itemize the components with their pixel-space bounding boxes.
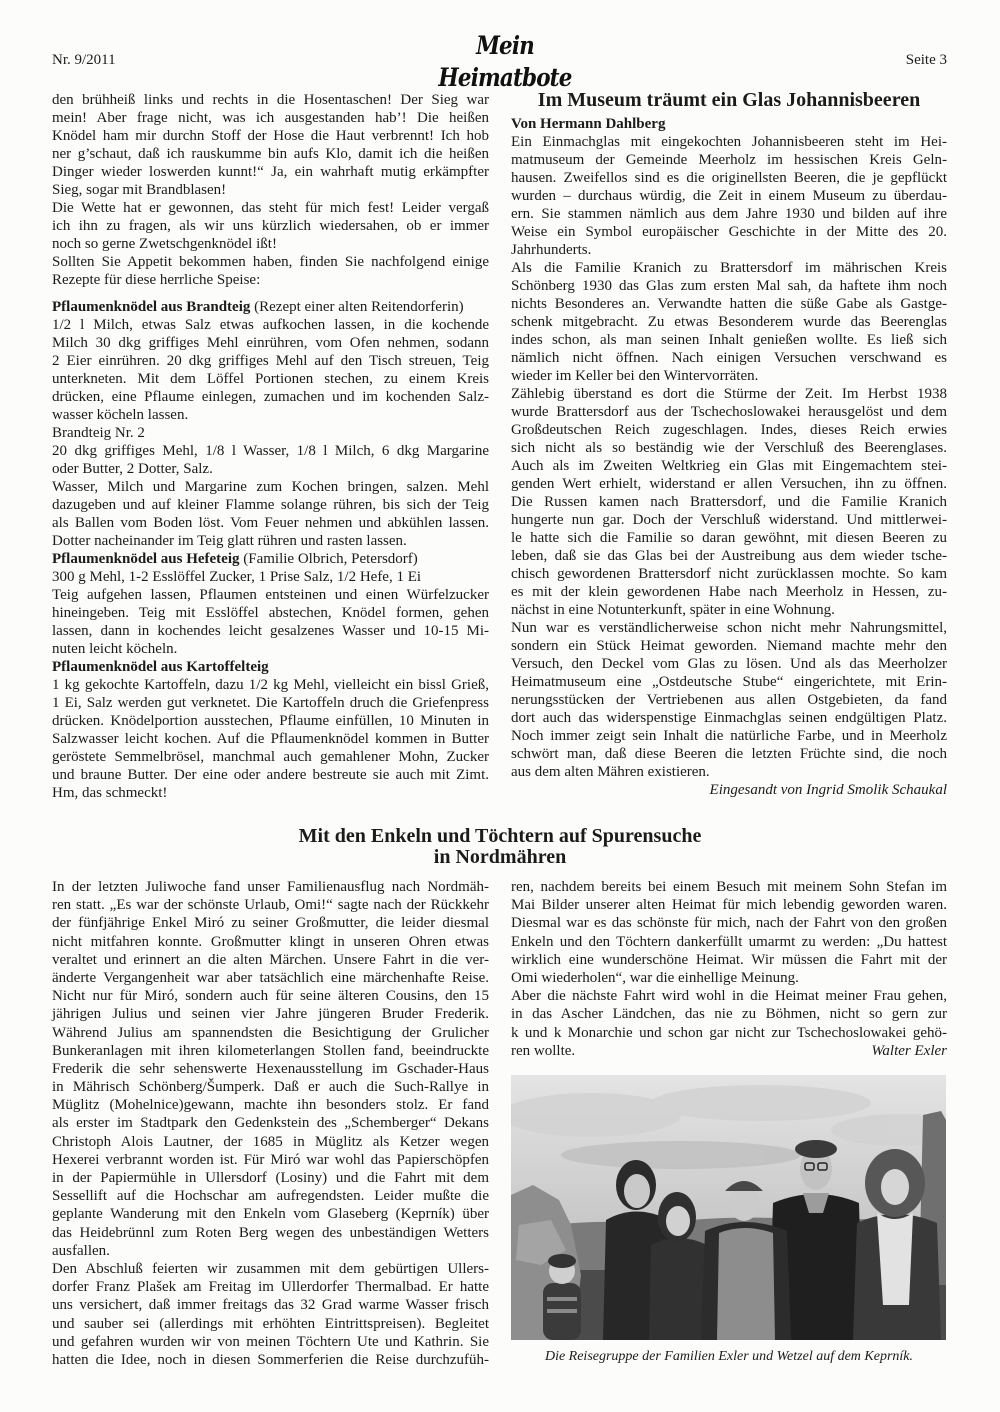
- text-line: hatten die Idee, noch in diesen Sommerferien die Reise durchzufüh-: [52, 1351, 489, 1368]
- text-line: hineingeben. Teig mit Esslöffel abstechen, Knödel formen, gehen: [52, 605, 489, 621]
- text-line: leben, daß sie das Glas bei der Austreibung aus dem wieder tsche-: [511, 548, 947, 564]
- text-line-content: ren wollte.: [511, 1042, 576, 1059]
- text-line: Dinger wieder loswerden kunnt!“ Ja, ein wahrhaft mutig erkämpfter: [52, 164, 489, 180]
- text-line: Wasser, Milch und Margarine zum Kochen bringen, salzen. Mehl: [52, 479, 489, 495]
- text-line: nichts Besonderes an. Verwandte hatten die süße Gabe als Gastge-: [511, 296, 947, 312]
- text-line: Salzwasser leicht kochen. Auf die Pflaumenknödel kommen in Butter: [52, 731, 489, 747]
- text-line: in das Ascher Ländchen, das nie zu Böhmen, nicht so gern zur: [511, 1006, 947, 1023]
- text-line: wieder im Keller bei den Wintervorräten.: [511, 368, 759, 384]
- text-line: Noch immer zeigt sein Inhalt die natürliche Farbe, und in Meerholz: [511, 728, 947, 744]
- text-line: drücken, eine Pflaume einlegen, zumachen und im kochenden Salz-: [52, 389, 489, 405]
- trip-left-column: [52, 878, 489, 1369]
- text-line: Müglitz (Mohelnice)gewann, machte ihn besonders stolz. Er fand: [52, 1097, 489, 1114]
- text-line: sondern ein Stück Heimat geworden. Niemand machte mehr den: [511, 638, 947, 654]
- text-line: matmuseum der Gemeinde Meerholz im hessischen Kreis Geln-: [511, 152, 947, 168]
- text-line: ich ihn zu fragen, als wir uns kürzlich wiedersahen, ob er immer: [52, 218, 489, 234]
- text-line: nerungsstücken der Vertriebenen aus allen Ostgebieten, da fand: [511, 692, 947, 708]
- text-line: jährigen Julius und seinen vier Jahre jüngeren Bruder Frederik.: [52, 1006, 489, 1023]
- text-line: Weise ein Symbol europäischer Geschichte in der Mitte des 20.: [511, 224, 947, 240]
- text-line: 1 kg gekochte Kartoffeln, dazu 1/2 kg Mehl, vielleicht ein bissl Grieß,: [52, 677, 489, 693]
- text-line: k und k Monarchie und schon gar nicht zur Tschechoslowakei gehö-: [511, 1024, 947, 1041]
- text-line: Auch als im Zweiten Weltkrieg ein Glas mit Eingemachtem stei-: [511, 458, 947, 474]
- paragraph: [52, 424, 489, 442]
- text-line: ren, nachdem bereits bei einem Besuch mit meinem Sohn Stefan im: [511, 879, 947, 895]
- text-line: Jahrhunderts.: [511, 242, 592, 258]
- text-line: Den Abschluß feierten wir zusammen mit dem gebürtigen Ullers-: [52, 1260, 489, 1277]
- text-line: Frederik die sehr sehenswerte Hexenausstellung im Gschader-Haus: [52, 1060, 489, 1077]
- paragraph: [511, 385, 947, 619]
- text-line: wasser köcheln lassen.: [52, 407, 189, 423]
- paragraph: [511, 878, 947, 987]
- text-line: in Mährisch Schönberg/Šumperk. Daß er auch die Such-Rallye in: [52, 1079, 489, 1096]
- text-line: [52, 550, 489, 568]
- text-line: es mit der klein gewordenen Habe nach Meerholz in Hessen, zu-: [511, 584, 947, 600]
- paragraph: [52, 199, 489, 253]
- text-line: Enkeln und den Töchtern dankerfüllt umarmt zu werden: „Du hattest: [511, 933, 947, 950]
- text-line: in der Papiermühle in Ullersdorf (Losiny) und die Fahrt mit dem: [52, 1170, 489, 1186]
- paragraph: [511, 987, 947, 1060]
- recipe-source: (Rezept einer alten Reitendorferin): [254, 299, 464, 315]
- text-line: Hm, das schmeckt!: [52, 785, 168, 801]
- text-line: schwört man, daß diese Beeren die letzten Früchte sind, die noch: [511, 746, 947, 762]
- issue-number: Nr. 9/2011: [52, 52, 116, 68]
- text-line: Die Russen kamen nach Brattersdorf, und die Familie Kranich: [511, 494, 947, 510]
- text-line: Aber die nächste Fahrt wird wohl in die Heimat meiner Frau gehen,: [511, 988, 947, 1005]
- text-line: Heimatmuseum eine „Ostdeutsche Stube“ eingerichtete, mit Erin-: [511, 674, 947, 690]
- text-line: Diesmal war es das schönste für mich, nach der Fahrt von den großen: [511, 915, 947, 932]
- trip-title-line: in Nordmähren: [433, 846, 567, 868]
- text-line: Knödel ham mir durchn Stoff der Hose die Haut verbrennt! Ich hob: [52, 128, 489, 144]
- text-line: Während Julius am spannendsten die Besichtigung der Grulicher: [52, 1024, 489, 1041]
- recipes-column: [52, 91, 489, 802]
- text-line: Schönberg 1930 das Glas zum ersten Mal sah, da haftete ihm noch: [511, 278, 947, 294]
- text-line: nuten leicht köcheln.: [52, 641, 178, 657]
- recipe-heading: Pflaumenknödel aus Brandteig: [52, 299, 251, 315]
- paragraph: [52, 478, 489, 550]
- text-line: [511, 1042, 947, 1060]
- text-line: Als die Familie Kranich zu Brattersdorf im mährischen Kreis: [511, 260, 947, 276]
- text-line: nicht mitfahren konnte. Großmutter klingt in unseren Ohren etwas: [52, 933, 489, 950]
- trip-right-column: [511, 878, 947, 1060]
- paragraph: [52, 676, 489, 802]
- text-line: uns versichert, daß immer freitags das 32 Grad warme Wasser frisch: [52, 1297, 489, 1314]
- text-line: ausfallen.: [52, 1242, 110, 1259]
- text-line: wurden – durchaus würdig, die Zeit in einem Museum zu überdau-: [511, 188, 947, 204]
- text-line: veraltet und erinnert an die alten Märchen. Unsere Fahrt in die ver-: [52, 951, 489, 968]
- paragraph: [511, 259, 947, 385]
- text-line: drücken. Knödelportion ausstechen, Pflaume einfüllen, 10 Minuten in: [52, 713, 489, 729]
- group-photo-image: [511, 1075, 946, 1340]
- text-line: Nun war es verständlicherweise schon nicht mehr Nahrungsmittel,: [511, 620, 947, 636]
- text-line: der fünfjährige Enkel Miró zu seiner Großmutter, die leider diesmal: [52, 915, 489, 932]
- text-line: Die Wette hat er gewonnen, das steht für mich fest! Leider vergaß: [52, 200, 489, 216]
- masthead-logo: Mein Heimatbote: [438, 31, 572, 92]
- text-line: hungerte nun gar. Doch der Verschluß widerstand. Und mittlerwei-: [511, 512, 947, 528]
- text-line: das Heidebrünnl zum Roten Berg wegen des unbeständigen Wetters: [52, 1224, 489, 1241]
- text-line: Milch 30 dkg griffiges Mehl einrühren, vom Ofen nehmen, sodann: [52, 335, 489, 351]
- text-line: änderte Vergangenheit war aber tatsächlich eine märchenhafte Reise.: [52, 969, 489, 986]
- text-line: als Ballen vom Boden löst. Vom Feuer nehmen und abkühlen lassen.: [52, 515, 489, 531]
- text-line: Dotter nacheinander im Teig glatt rühren und rasten lassen.: [52, 533, 407, 549]
- text-line: 1/2 l Milch, etwas Salz etwas aufkochen lassen, in die kochende: [52, 317, 489, 333]
- paragraph: [511, 133, 947, 259]
- text-line: Nicht nur für Miró, sondern auch für seine älteren Cousins, den 15: [52, 988, 489, 1005]
- text-line: ern. Sie stammen nämlich aus dem Jahre 1930 und bilden auf ihre: [511, 206, 947, 222]
- paragraph: [511, 619, 947, 781]
- text-line: und braune Butter. Der eine oder andere bestreute sie auch mit Zimt.: [52, 767, 489, 783]
- text-line: hausen. Zweifellos sind es die originellsten Beeren, die je gepflückt: [511, 170, 947, 186]
- text-line: 2 Eier einrühren. 20 dkg griffiges Mehl auf den Tisch streuen, Teig: [52, 353, 489, 369]
- text-line: wirklich eine wunderschöne Heimat. Wir müssen die Fahrt mit der: [511, 951, 947, 968]
- text-line: lassen, dann in kochendes leicht gesalzenes Wasser und 10-15 Mi-: [52, 623, 489, 639]
- text-line: Sollten Sie Appetit bekommen haben, finden Sie nachfolgend einige: [52, 254, 489, 270]
- text-line: mein! Aber frage nicht, was ich ausgestanden hab’! Die heißen: [52, 110, 489, 126]
- text-line: ner g’schaut, daß ich rauskumme bin aufs Klo, damit ich die heißen: [52, 146, 489, 162]
- text-line: oder Butter, 2 Dotter, Salz.: [52, 461, 213, 477]
- museum-article-author: Von Hermann Dahlberg: [511, 116, 666, 132]
- text-line: noch so gerne Zwetschgenknödel ißt!: [52, 236, 277, 252]
- group-photo: [511, 1075, 946, 1340]
- page-number: Seite 3: [905, 52, 947, 68]
- text-line: nämlich nicht öffnen. Nach einigen Versuchen verschwand es: [511, 350, 947, 366]
- text-line: 300 g Mehl, 1-2 Esslöffel Zucker, 1 Prise Salz, 1/2 Hefe, 1 Ei: [52, 569, 422, 585]
- text-line: den brühheiß links und rechts in die Hosentaschen! Der Sieg war: [52, 92, 489, 108]
- text-line: 1 Ei, Salz werden gut verknetet. Die Kartoffeln druch die Griefenpress: [52, 695, 489, 711]
- text-line: geröstete Semmelbrösel, manchmal auch gemahlener Mohn, Zucker: [52, 749, 489, 765]
- text-line: und sauber sei (allerdings mit erhöhten Eintrittspreisen). Begleitet: [52, 1315, 489, 1332]
- text-line: Rezepte für diese herrliche Speise:: [52, 272, 261, 288]
- paragraph: [52, 1260, 489, 1369]
- text-line: sich nicht als so beständig wie der Verschluß des Beerenglases.: [511, 440, 947, 456]
- text-line: genden Wert erhielt, widerstand er allen Versuchen, ihn zu öffnen.: [511, 476, 947, 492]
- recipe-heading: Pflaumenknödel aus Hefeteig: [52, 551, 240, 567]
- text-line: Ein Einmachglas mit eingekochten Johannisbeeren steht im Hei-: [511, 134, 947, 150]
- text-line: indes schon, als man seinen Inhalt genießen wollte. Es ließ sich: [511, 332, 947, 348]
- trip-title-line: Mit den Enkeln und Töchtern auf Spurensuche: [298, 825, 702, 847]
- photo-caption: Die Reisegruppe der Familien Exler und Wetzel auf dem Keprník.: [544, 1349, 914, 1364]
- text-line: geplante Wanderung mit den Enkeln vom Glaseberg (Keprník) über: [52, 1206, 489, 1223]
- text-line: Omi wiederholen“, war die einhellige Meinung.: [511, 969, 799, 986]
- paragraph: [52, 568, 489, 586]
- museum-signature: Eingesandt von Ingrid Smolik Schaukal: [709, 782, 947, 798]
- text-line: Mai Bilder unserer alten Heimat für mich lebendig geworden waren.: [511, 897, 947, 914]
- text-line: Versuch, den Deckel vom Glas zu lösen. Und als das Meerholzer: [511, 656, 947, 672]
- paragraph: [52, 316, 489, 424]
- text-line: [52, 658, 489, 676]
- museum-article-title: Im Museum träumt ein Glas Johannisbeeren: [537, 89, 921, 111]
- text-line: als erster im Stadtpark den Gedenkstein des „Schemberger“ Dekans: [52, 1115, 489, 1132]
- paragraph: [52, 442, 489, 478]
- text-line: Hexerei verbrannt worden ist. Für Miró war wohl das Papierschöpfen: [52, 1151, 489, 1168]
- text-line: Großdeutschen Reich zugeschlagen. Indes, dieses Reich erwies: [511, 422, 947, 438]
- text-line: Christoph Alois Lautner, der 1685 in Müglitz als Ketzer wegen: [52, 1133, 489, 1150]
- text-line: aus dem alten Mähren existieren.: [511, 764, 710, 780]
- text-line: schenk mitgebracht. Zu etwas Besonderem wurde das Beerenglas: [511, 314, 947, 330]
- text-line: Sieg, sogar mit Brandblasen!: [52, 182, 227, 198]
- paragraph: [52, 550, 489, 568]
- text-line: Brandteig Nr. 2: [52, 425, 145, 441]
- author-signature: Walter Exler: [871, 1042, 947, 1059]
- text-line: dazugeben und auf kleiner Flamme solange rühren, bis sich der Teig: [52, 497, 489, 513]
- text-line: nächst in eine Notunterkunft, später in eine Wohnung.: [511, 602, 835, 618]
- trip-article-title: [150, 826, 850, 868]
- text-line: Bunkeranlagen mit ihren kilometerlangen Stollen fand, beeindruckte: [52, 1042, 489, 1059]
- museum-column: [511, 133, 947, 781]
- text-line: chisch gewordenen Brattersdorf nicht zurücklassen mochte. So kam: [511, 566, 947, 582]
- paragraph: [52, 298, 489, 316]
- text-line: wurde Brattersdorf aus der Tschechoslowakei herausgelöst und dem: [511, 404, 947, 420]
- text-line: [52, 298, 489, 316]
- text-line: le hatte sich die Familie so daran gewöhnt, mit diesen Beeren zu: [511, 530, 947, 546]
- recipe-source: (Familie Olbrich, Petersdorf): [243, 551, 418, 567]
- text-line: 20 dkg griffiges Mehl, 1/8 l Wasser, 1/8 l Milch, 6 dkg Margarine: [52, 443, 489, 459]
- text-line: unterkneten. Mit dem Löffel Portionen stechen, zu einem Kreis: [52, 371, 489, 387]
- text-line: dorfer Franz Plašek am Freitag im Ullerdorfer Thermalbad. Er hatte: [52, 1279, 489, 1296]
- recipe-heading: Pflaumenknödel aus Kartoffelteig: [52, 659, 269, 675]
- text-line: dort auch das widerspenstige Einmachglas seinen endgültigen Platz.: [511, 710, 947, 726]
- text-line: ren statt. „Es war der schönste Urlaub, Omi!“ sagte nach der Rückkehr: [52, 897, 489, 914]
- text-line: Zählebig überstand es dort die Stürme der Zeit. Im Herbst 1938: [511, 386, 947, 402]
- paragraph: [52, 658, 489, 676]
- text-line: In der letzten Juliwoche fand unser Familienausflug nach Nordmäh-: [52, 879, 489, 895]
- text-line: und gefahren wurden wir von meinen Töchtern Ute und Kathrin. Sie: [52, 1333, 489, 1350]
- paragraph: [52, 91, 489, 199]
- paragraph: [52, 253, 489, 289]
- paragraph: [52, 586, 489, 658]
- paragraph: [52, 878, 489, 1260]
- text-line: Teig aufgehen lassen, Pflaumen entsteinen und einen Würfelzucker: [52, 587, 489, 603]
- text-line: Sessellift auf die Hochschar am aufregendsten. Leider mußte die: [52, 1188, 489, 1205]
